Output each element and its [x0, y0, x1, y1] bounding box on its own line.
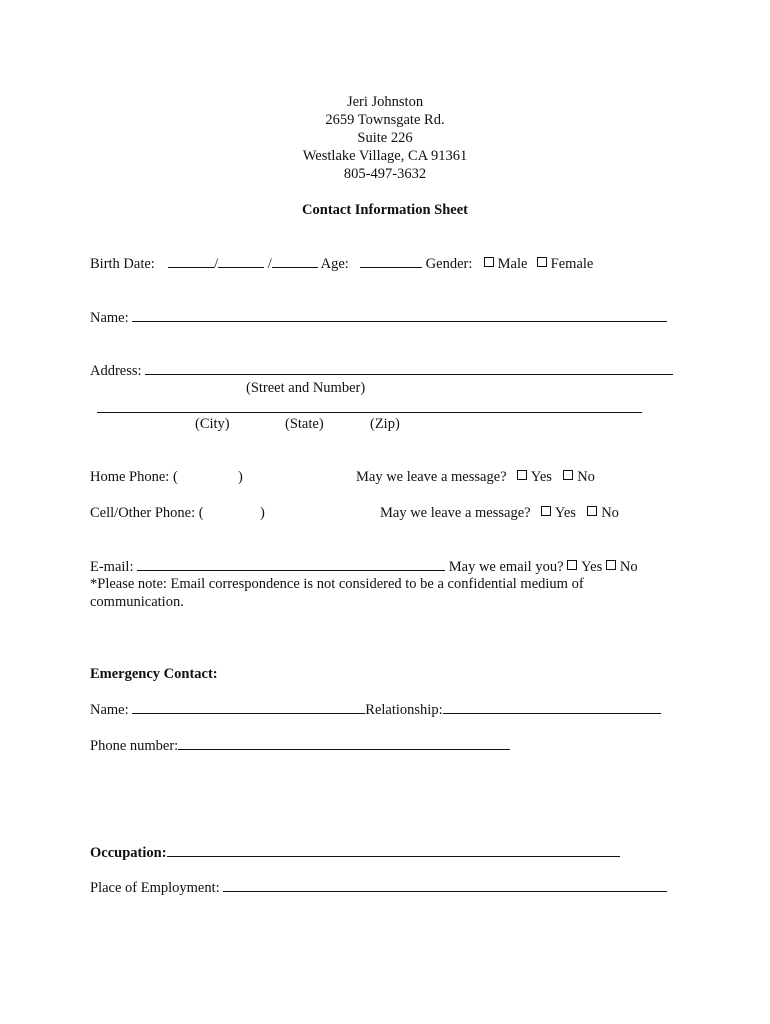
home-message-yes-checkbox[interactable] — [517, 470, 527, 480]
female-checkbox[interactable] — [537, 257, 547, 267]
street-hint: (Street and Number) — [246, 380, 366, 396]
email-label: E-mail: — [90, 559, 134, 575]
header-phone: 805-497-3632 — [343, 166, 427, 182]
page-title: Contact Information Sheet — [302, 202, 468, 218]
cell-phone-label: Cell/Other Phone: ( — [90, 505, 204, 521]
email-no-checkbox[interactable] — [606, 560, 616, 570]
female-label: Female — [550, 256, 594, 272]
age-label: Age: — [320, 256, 349, 272]
gender-label: Gender: — [425, 256, 473, 272]
emergency-phone-row — [90, 737, 510, 755]
emergency-name-field[interactable] — [132, 701, 365, 714]
male-label: Male — [497, 256, 528, 272]
birth-year-field[interactable] — [272, 255, 318, 268]
email-no-label: No — [619, 559, 638, 575]
emergency-phone-field[interactable] — [178, 737, 510, 750]
birth-month-field[interactable] — [168, 255, 214, 268]
relationship-label: Relationship: — [365, 702, 443, 718]
employment-label: Place of Employment: — [90, 880, 220, 896]
header-name: Jeri Johnston — [346, 94, 424, 110]
email-yes-checkbox[interactable] — [567, 560, 577, 570]
emergency-name-row — [90, 701, 661, 719]
male-checkbox[interactable] — [484, 257, 494, 267]
birth-date-label: Birth Date: — [90, 256, 155, 272]
email-question: May we email you? — [448, 559, 564, 575]
name-label: Name: — [90, 310, 129, 326]
age-field[interactable] — [360, 255, 422, 268]
emergency-heading: Emergency Contact: — [90, 666, 218, 682]
street-field[interactable] — [145, 362, 673, 375]
cell-phone-close: ) — [260, 505, 265, 521]
employment-field[interactable] — [223, 879, 667, 892]
employment-row — [90, 879, 667, 897]
emergency-phone-label: Phone number: — [90, 738, 179, 754]
birth-row: Birth Date: / / Age: Gender: Male Female — [90, 256, 594, 272]
address-row — [90, 362, 673, 380]
occupation-row — [90, 844, 620, 862]
emergency-name-label: Name: — [90, 702, 129, 718]
address-label: Address: — [90, 363, 142, 379]
cell-message-no-checkbox[interactable] — [587, 506, 597, 516]
home-message-no-checkbox[interactable] — [563, 470, 573, 480]
city-state-zip-field[interactable] — [97, 400, 642, 413]
header-city-line: Westlake Village, CA 91361 — [302, 148, 468, 164]
header-suite: Suite 226 — [357, 130, 413, 146]
home-phone-label: Home Phone: ( — [90, 469, 178, 485]
city-hint: (City) — [195, 416, 230, 432]
cell-message-yes-label: Yes — [554, 505, 576, 521]
cell-message-no-label: No — [601, 505, 619, 521]
email-note-line2: communication. — [90, 594, 184, 610]
relationship-field[interactable] — [443, 701, 661, 714]
email-row — [90, 558, 638, 576]
email-note-line1: *Please note: Email correspondence is not considered to be a confidential medium of — [90, 576, 584, 592]
home-message-no-label: No — [577, 469, 595, 485]
state-hint: (State) — [285, 416, 324, 432]
email-yes-label: Yes — [581, 559, 603, 575]
email-field[interactable] — [137, 558, 445, 571]
zip-hint: (Zip) — [370, 416, 400, 432]
home-phone-close: ) — [238, 469, 243, 485]
birth-day-field[interactable] — [218, 255, 264, 268]
cell-message-yes-checkbox[interactable] — [541, 506, 551, 516]
header-street: 2659 Townsgate Rd. — [325, 112, 445, 128]
name-row — [90, 309, 667, 327]
occupation-field[interactable] — [167, 844, 620, 857]
cell-message-question: May we leave a message? — [380, 505, 531, 521]
home-message-row — [356, 469, 595, 486]
home-message-yes-label: Yes — [530, 469, 552, 485]
occupation-label: Occupation: — [90, 845, 167, 861]
cell-message-row — [380, 505, 619, 522]
home-message-question: May we leave a message? — [356, 469, 507, 485]
name-field[interactable] — [132, 309, 667, 322]
